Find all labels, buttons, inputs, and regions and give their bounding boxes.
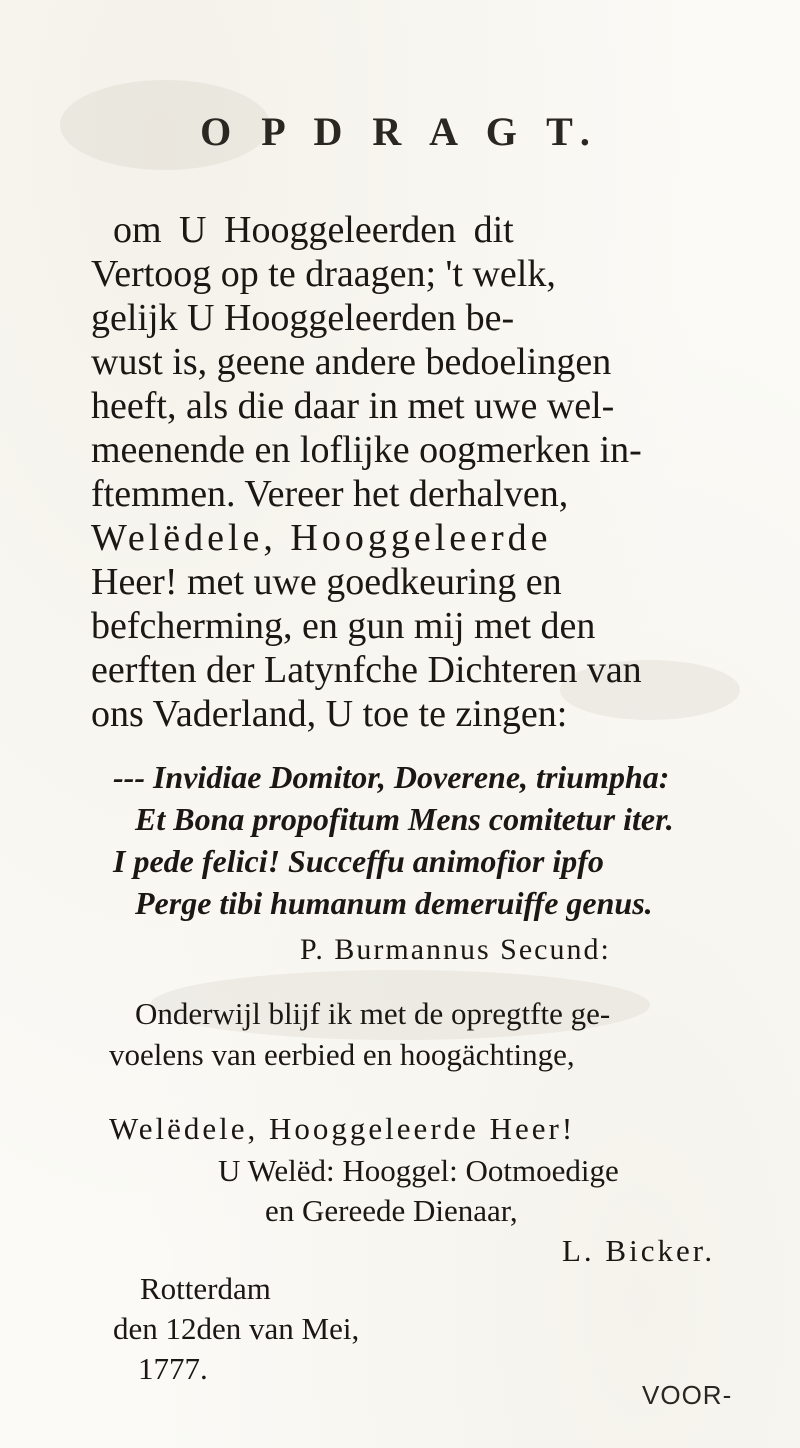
date-line: den 12den van Mei, — [113, 1311, 360, 1346]
place-line: Rotterdam — [140, 1271, 271, 1306]
page-heading: O P D R A G T. — [200, 109, 600, 154]
body-line: meenende en loflijke oogmerken in- — [91, 429, 642, 471]
quote-attribution: P. Burmannus Secund: — [300, 933, 611, 966]
body-line: Welëdele, Hooggeleerde — [91, 517, 552, 559]
signature-line: en Gereede Dienaar, — [265, 1193, 518, 1228]
body-line: heeft, als die daar in met uwe wel- — [91, 385, 615, 427]
quote-line: --- Invidiae Domitor, Doverene, triumpha: — [113, 759, 670, 795]
salutation: Welëdele, Hooggeleerde Heer! — [109, 1111, 576, 1146]
closing-line: voelens van eerbied en hoogächtinge, — [109, 1037, 575, 1072]
body-line: befcherming, en gun mij met den — [91, 605, 596, 647]
quote-line: I pede felici! Succeffu animofior ipfo — [113, 843, 604, 879]
quote-line: Et Bona propofitum Mens comitetur iter. — [135, 801, 674, 837]
signature-name: L. Bicker. — [562, 1233, 716, 1268]
closing-line: Onderwijl blijf ik met de opregtfte ge- — [135, 996, 611, 1031]
body-line: om U Hooggeleerden dit — [113, 209, 514, 251]
year-line: 1777. — [138, 1351, 208, 1386]
catchword: VOOR- — [642, 1380, 733, 1410]
signature-line: U Welëd: Hooggel: Ootmoedige — [218, 1153, 619, 1188]
body-line: Heer! met uwe goedkeuring en — [91, 561, 562, 603]
body-line: gelijk U Hooggeleerden be- — [91, 297, 515, 339]
body-line: wust is, geene andere bedoelingen — [91, 341, 612, 383]
body-line: ons Vaderland, U toe te zingen: — [91, 693, 568, 735]
body-line: Vertoog op te draagen; 't welk, — [91, 253, 556, 295]
body-line: eerften der Latynfche Dichteren van — [91, 649, 642, 691]
quote-line: Perge tibi humanum demeruiffe genus. — [135, 885, 653, 921]
body-line: ftemmen. Vereer het derhalven, — [91, 473, 569, 515]
